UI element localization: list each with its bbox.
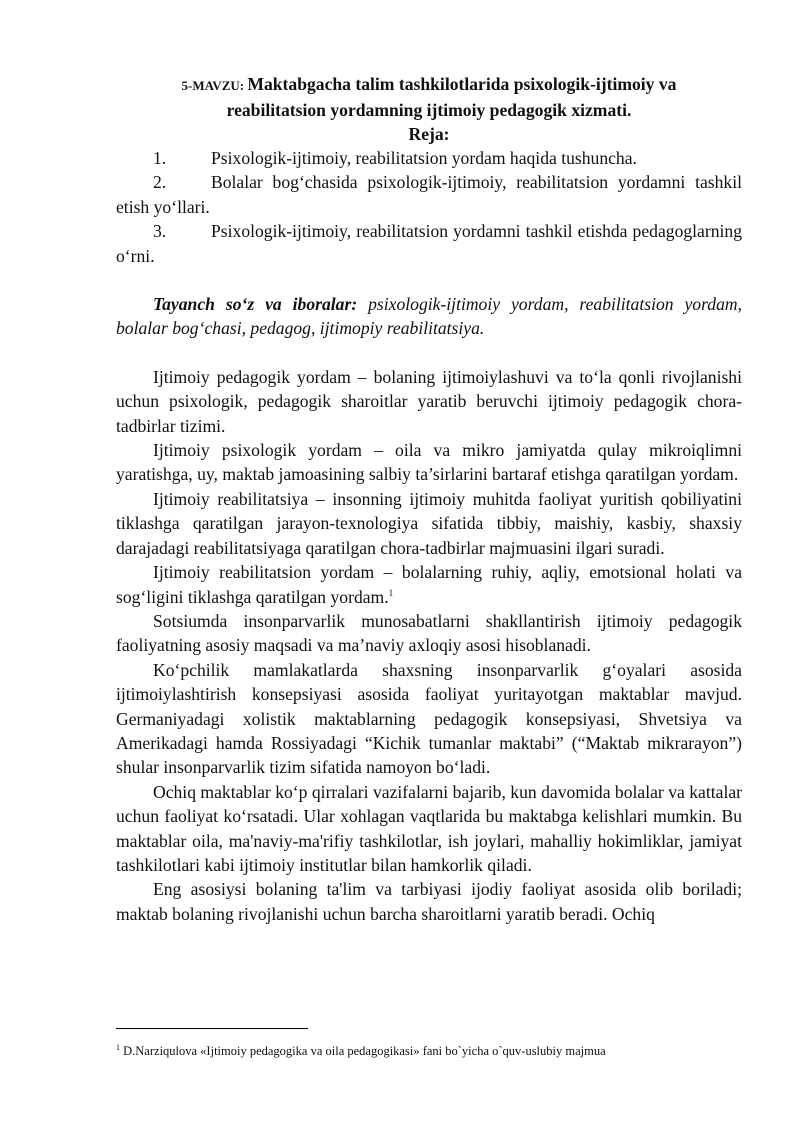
topic-label: 5-MAVZU bbox=[181, 78, 240, 93]
plan-item-number: 1. bbox=[153, 148, 167, 168]
plan-item bbox=[116, 219, 742, 268]
body-paragraph: Ijtimoiy pedagogik yordam – bolaning ijtimoiylashuvi va to‘la qonli rivojlanishi uchun psixologik, pedagogik sharoitlar yaratib beruvchi ijtimoiy pedagogik chora-tadbirlar tizimi. bbox=[116, 366, 742, 436]
footnote bbox=[116, 1040, 756, 1059]
body-paragraph: Ochiq maktablar ko‘p qirralari vazifalarni bajarib, kun davomida bolalar va kattalar uchun faoliyat ko‘rsatadi. Ular xohlagan vaqtlarida bu maktabga kelishlari mumkin. Bu maktablar oila, ma'naviy-ma'rifiy tashkilotlar, ish joylari, mahalliy hokimliklar, jamiyat tashkilotlari kabi ijtimoiy institutlar bilan hamkorlik qiladi. bbox=[116, 781, 742, 875]
footnote-separator bbox=[116, 1028, 308, 1029]
plan-item-text: Psixologik-ijtimoiy, reabilitatsion yordam haqida tushuncha. bbox=[211, 148, 637, 168]
plan-item-number: 2. bbox=[153, 172, 167, 193]
keywords-text: psixologik-ijtimoiy yordam, reabilitatsion yordam, bolalar bog‘chasi, pedagog, ijtimopiy reabilitatsiya. bbox=[116, 294, 742, 339]
plan-item-text: Psixologik-ijtimoiy, reabilitatsion yordamni tashkil etishda pedagoglarning o‘rni. bbox=[116, 221, 742, 266]
body-paragraph-text: Ijtimoiy reabilitatsion yordam – bolalarning ruhiy, aqliy, emotsional holati va sog‘ligini tiklashga qaratilgan yordam. bbox=[116, 562, 742, 607]
body-paragraph bbox=[116, 560, 742, 609]
body-paragraph: Ijtimoiy psixologik yordam – oila va mikro jamiyatda qulay mikroiqlimni yaratishga, uy, maktab jamoasining salbiy ta’sirlarini bartaraf etishga qaratilgan yordam. bbox=[116, 440, 742, 485]
title-line-2: reabilitatsion yordamning ijtimoiy pedagogik xizmati. bbox=[226, 100, 632, 120]
plan-item bbox=[116, 170, 742, 219]
footnote-marker: 1 bbox=[116, 1043, 120, 1052]
spacer bbox=[116, 268, 742, 292]
body-text bbox=[116, 365, 742, 926]
keywords-paragraph bbox=[116, 292, 742, 341]
footnote-reference[interactable]: 1 bbox=[388, 587, 394, 598]
footnote-text: D.Narziqulova «Ijtimoiy pedagogika va oila pedagogikasi» fani bo`yicha o`quv-uslubiy majmua bbox=[120, 1044, 606, 1059]
keywords-label: Tayanch so‘z va iboralar: bbox=[153, 294, 358, 315]
plan-item-number: 3. bbox=[153, 221, 167, 242]
topic-separator: : bbox=[239, 78, 248, 93]
body-paragraph: Ko‘pchilik mamlakatlarda shaxsning insonparvarlik g‘oyalari asosida ijtimoiylashtirish konsepsiyasi asosida faoliyat yuritayotgan maktablar mavjud. Germaniyadagi xolistik maktablarning pedagogik konsepsiyasi, Shvetsiya va Amerikadagi hamda Rossiyadagi “Kichik tumanlar maktabi” (“Maktab mikrarayon”) shular insonparvarlik tizim sifatida namoyon bo‘ladi. bbox=[116, 659, 742, 778]
plan-item-text: Bolalar bog‘chasida psixologik-ijtimoiy, reabilitatsion yordamni tashkil etish yo‘llari. bbox=[116, 172, 742, 217]
body-paragraph: Ijtimoiy reabilitatsiya – insonning ijtimoiy muhitda faoliyat yuritish qobiliyatini tiklashga qaratilgan jarayon-texnologiya sifatida tibbiy, maishiy, kasbiy, shaxsiy darajadagi reabilitatsiyaga qaratilgan chora-tadbirlar majmuasini ilgari suradi. bbox=[116, 488, 742, 558]
body-paragraph: Sotsiumda insonparvarlik munosabatlarni shakllantirish ijtimoiy pedagogik faoliyatning asosiy maqsadi va ma’naviy axloqiy asosi hisoblanadi. bbox=[116, 610, 742, 656]
plan-item bbox=[116, 146, 742, 170]
body-paragraph: Eng asosiysi bolaning ta'lim va tarbiyasi ijodiy faoliyat asosida olib boriladi; maktab bolaning rivojlanishi uchun barcha sharoitlarni yaratib beradi. Ochiq bbox=[116, 879, 742, 924]
spacer bbox=[116, 341, 742, 365]
document-title bbox=[116, 72, 742, 122]
title-line-1: Maktabgacha talim tashkilotlarida psixologik-ijtimoiy va bbox=[247, 74, 677, 94]
document-page bbox=[116, 72, 742, 926]
plan-heading: Reja: bbox=[408, 124, 450, 144]
